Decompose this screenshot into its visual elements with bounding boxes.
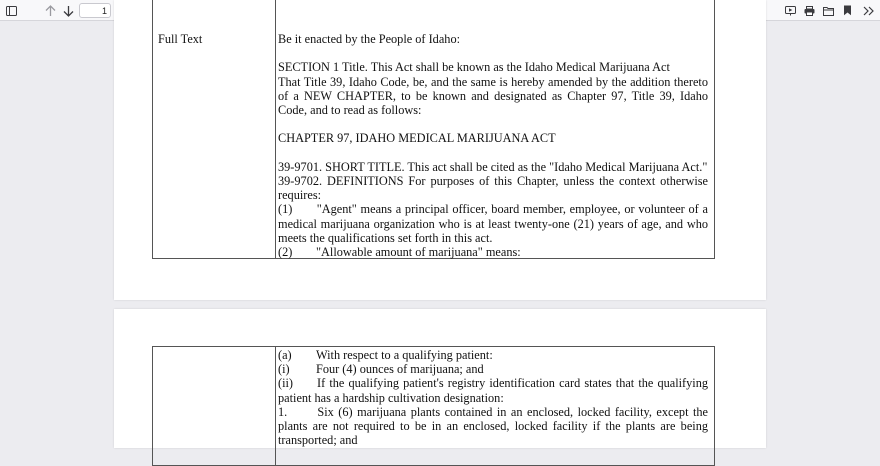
hardship-cultivation-clause: (ii) If the qualifying patient's registry identification card states that the qualifying patient has a hardship cultivation designation:: [278, 376, 712, 405]
next-page-icon[interactable]: [61, 2, 75, 19]
sidebar-toggle-icon[interactable]: [4, 2, 18, 19]
definition-agent: (1) "Agent" means a principal officer, board member, employee, or volunteer of a medical marijuana organization who is at least twenty-one (21) years of age, and who meets the qualifications set forth in this act.: [278, 202, 712, 245]
enacting-clause: Be it enacted by the People of Idaho:: [278, 32, 461, 46]
previous-page-icon[interactable]: [43, 2, 57, 19]
presentation-mode-icon[interactable]: [783, 2, 797, 19]
print-icon[interactable]: [802, 2, 816, 19]
full-text-label: Full Text: [158, 32, 203, 46]
definitions-section: 39-9702. DEFINITIONS For purposes of this Chapter, unless the context otherwise requires:: [278, 173, 712, 203]
section-title-line: SECTION 1 Title. This Act shall be known as the Idaho Medical Marijuana Act: [278, 60, 670, 75]
full-text-body: [278, 32, 712, 259]
pdf-page-2: [114, 309, 766, 448]
open-file-icon[interactable]: [821, 2, 835, 19]
qualifying-patient-clause: (a) With respect to a qualifying patient:: [278, 348, 493, 362]
full-text-body-continued: [278, 348, 712, 448]
amendment-paragraph: That Title 39, Idaho Code, be, and the same is hereby amended by the addition thereto of a NEW CHAPTER, to be known and designated as Chapter 97, Title 39, Idaho Code, and to read as follows:: [278, 74, 712, 117]
four-ounces-clause: (i) Four (4) ounces of marijuana; and: [278, 362, 484, 377]
six-plants-clause: 1. Six (6) marijuana plants contained in an enclosed, locked facility, except the plants are not required to be in an enclosed, locked facility if the plants are being transported; and: [278, 404, 712, 448]
chapter-heading: CHAPTER 97, IDAHO MEDICAL MARIJUANA ACT: [278, 131, 556, 146]
definition-allowable-amount: (2) "Allowable amount of marijuana" means:: [278, 245, 521, 259]
bookmark-icon[interactable]: [840, 2, 854, 19]
page-number-input[interactable]: [79, 3, 111, 18]
short-title-section: 39-9701. SHORT TITLE. This act shall be cited as the "Idaho Medical Marijuana Act.": [278, 159, 708, 174]
table-cell-label: [152, 346, 276, 466]
pdf-page-1: [114, 0, 766, 300]
tools-menu-icon[interactable]: [861, 2, 875, 19]
